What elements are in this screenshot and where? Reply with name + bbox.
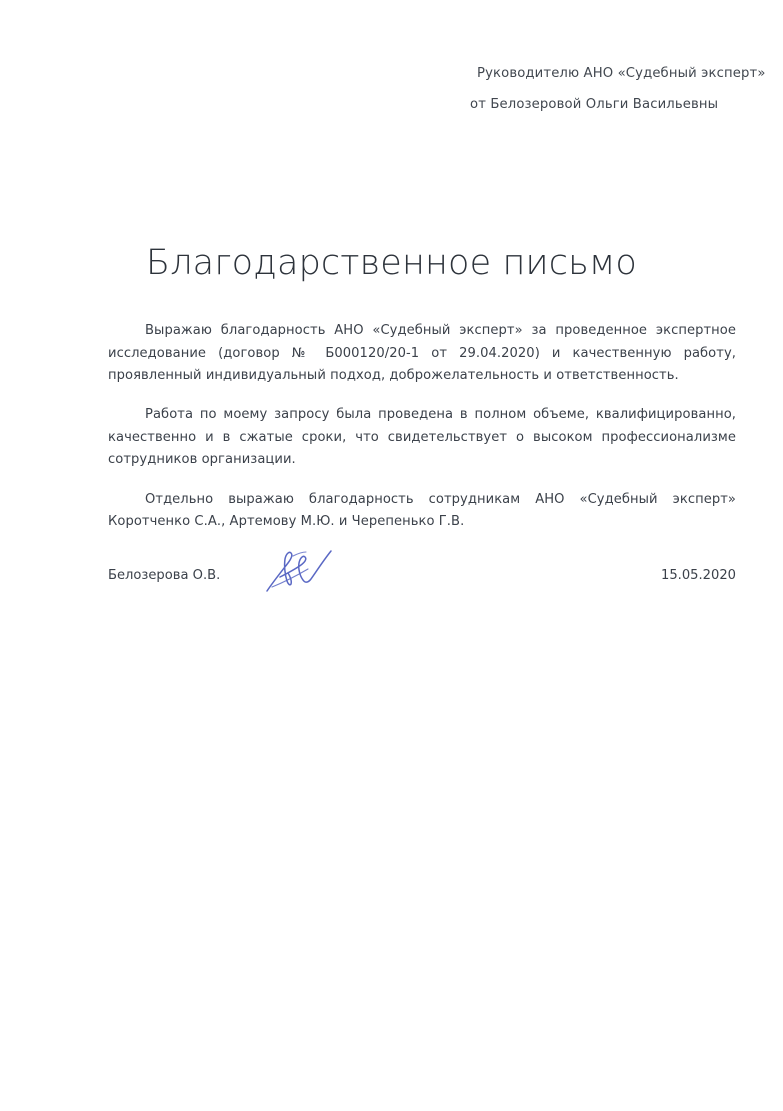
body-paragraph: Работа по моему запросу была проведена в полном объеме, квалифицированно, качественно и в сжатые сроки, что свидетельствует о высоком профессионализме сотрудников организации. <box>108 407 736 468</box>
body-paragraph: Выражаю благодарность АНО «Судебный эксперт» за проведенное экспертное исследование (договор № Б000120/20-1 от 29.04.2020) и качественную работу, проявленный индивидуальный подход, доброжелательность и ответственность. <box>108 323 736 384</box>
page-title: Благодарственное письмо <box>146 243 637 283</box>
signature-date: 15.05.2020 <box>661 568 736 583</box>
addressee-block <box>470 58 766 120</box>
addressee-sender-line: от Белозеровой Ольги Васильевны <box>470 97 719 112</box>
document-body <box>108 320 736 534</box>
handwritten-signature-icon <box>260 543 340 595</box>
addressee-recipient-line: Руководителю АНО «Судебный эксперт» <box>477 66 766 81</box>
signer-name: Белозерова О.В. <box>108 568 221 583</box>
body-paragraph: Отдельно выражаю благодарность сотрудникам АНО «Судебный эксперт» Коротченко С.А., Артемову М.Ю. и Черепенько Г.В. <box>108 491 736 530</box>
signature-row <box>108 566 736 590</box>
